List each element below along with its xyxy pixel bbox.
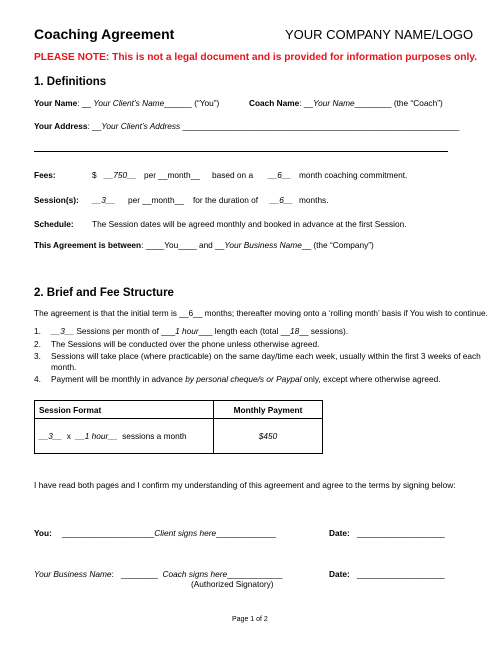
schedule-text: The Session dates will be agreed monthly and booked in advance at the first Session. xyxy=(92,219,407,229)
sessions-label-text: Session(s) xyxy=(34,195,76,205)
your-name-prefix: : __ xyxy=(77,98,94,108)
date-label-text: Date xyxy=(329,528,347,538)
signature-line-suffix: ____________ xyxy=(227,569,283,579)
date-colon: : xyxy=(346,528,350,538)
address-prefix: : __ xyxy=(87,121,102,131)
session-format-table xyxy=(34,400,323,454)
agreement-between-prefix: : ____You____ and __ xyxy=(141,240,225,250)
table-multiplier: x xyxy=(66,431,71,441)
sessions-duration-text: for the duration of xyxy=(193,195,259,205)
list-item-number: 1. xyxy=(34,326,41,336)
fees-commitment-text: month coaching commitment. xyxy=(299,170,408,180)
legal-notice: PLEASE NOTE: This is not a legal document and is provided for information purposes only. xyxy=(34,52,478,63)
coach-signs-here: Coach signs here xyxy=(162,569,228,579)
sessions-duration-months: __6__ xyxy=(270,195,294,205)
date-label-text: Date xyxy=(329,569,347,579)
you-label xyxy=(34,528,52,538)
agreement-between-line xyxy=(34,240,374,250)
table-session-length: __1 hour__ xyxy=(75,431,118,441)
fees-commitment-months: __6__ xyxy=(268,170,292,180)
your-name-label: Your Name xyxy=(34,98,78,108)
you-colon: : xyxy=(49,528,52,538)
table-row xyxy=(35,419,323,454)
list-item: Sessions will take place (where practicable) on the same day/time each week, usually within the first 3 weeks of each xyxy=(51,351,481,361)
coach-name-line xyxy=(249,98,443,108)
list-text: __ sessions). xyxy=(299,326,349,336)
sessions-months-label: months. xyxy=(299,195,329,205)
fees-amount: __750__ xyxy=(104,170,137,180)
address-suffix: ____________________________________________________________ xyxy=(180,121,460,131)
you-label-text: You xyxy=(34,528,50,538)
monthly-payment-cell: $450 xyxy=(214,419,323,454)
schedule-label xyxy=(34,219,74,229)
section-1-heading: 1. Definitions xyxy=(34,76,107,88)
business-name-signature-label xyxy=(34,569,114,579)
authorized-signatory: (Authorized Signatory) xyxy=(191,579,274,589)
signature-line-prefix: ________ xyxy=(121,569,158,579)
sessions-period: per __month__ xyxy=(128,195,184,205)
page-number: Page 1 of 2 xyxy=(232,616,268,623)
list-text: Sessions per month of ___ xyxy=(74,326,176,336)
coach-name-prefix: : __ xyxy=(299,98,314,108)
list-item: The Sessions will be conducted over the phone unless otherwise agreed. xyxy=(51,339,320,349)
list-item-number: 2. xyxy=(34,339,41,349)
fees-label xyxy=(34,170,56,180)
fees-period: per __month__ xyxy=(144,170,200,180)
session-format-cell xyxy=(35,419,214,454)
coach-signature-line[interactable] xyxy=(121,569,283,579)
date-label xyxy=(329,528,350,538)
sessions-label xyxy=(34,195,79,205)
list-item-number: 3. xyxy=(34,351,41,361)
sessions-count: __3__ xyxy=(92,195,116,205)
document-title: Coaching Agreement xyxy=(34,26,175,42)
fees-based-on: based on a xyxy=(212,170,254,180)
schedule-colon: : xyxy=(70,219,74,229)
business-name-label: Your Business Name xyxy=(34,569,112,579)
sessions-colon: : xyxy=(75,195,79,205)
session-format-header: Session Format xyxy=(35,401,214,419)
fees-dollar: $ xyxy=(92,170,97,180)
address-label: Your Address xyxy=(34,121,88,131)
table-header-row xyxy=(35,401,323,419)
client-signature-line[interactable] xyxy=(62,528,276,538)
sessions-per-month: __3__ xyxy=(51,326,75,336)
total-sessions: 18 xyxy=(289,326,300,336)
coach-name-label: Coach Name xyxy=(249,98,300,108)
agreement-between-suffix: __ (the “Company”) xyxy=(301,240,374,250)
monthly-payment-header: Monthly Payment xyxy=(214,401,323,419)
client-signs-here: Client signs here xyxy=(154,528,217,538)
agreement-term-text: The agreement is that the initial term is __6__ months; thereafter moving onto a ‘rolling month’ basis if You wish to continue. xyxy=(34,308,488,318)
your-name-line xyxy=(34,98,219,108)
address-value: Your Client’s Address xyxy=(101,121,181,131)
table-session-count: __3__ xyxy=(39,431,63,441)
session-length: 1 hour xyxy=(175,326,199,336)
coach-name-value: Your Name xyxy=(313,98,355,108)
fees-colon: : xyxy=(52,170,56,180)
your-name-value: Your Client’s Name xyxy=(93,98,165,108)
list-item-continuation: month. xyxy=(51,362,77,372)
list-item xyxy=(51,374,441,384)
business-name-value: Your Business Name xyxy=(224,240,302,250)
agreement-between-label: This Agreement is between xyxy=(34,240,142,250)
coach-name-suffix: ________ (the “Coach”) xyxy=(354,98,443,108)
date-colon: : xyxy=(346,569,350,579)
company-name-logo: YOUR COMPANY NAME/LOGO xyxy=(285,27,474,42)
signature-line-prefix: ____________________ xyxy=(62,528,155,538)
address-line xyxy=(34,121,459,131)
payment-method: by personal cheque/s or Paypal xyxy=(185,374,302,384)
business-name-colon: : xyxy=(111,569,114,579)
coach-date-line[interactable]: ___________________ xyxy=(357,569,445,579)
your-name-suffix: ______ (“You”) xyxy=(164,98,220,108)
address-continuation-rule xyxy=(34,151,448,152)
schedule-label-text: Schedule xyxy=(34,219,71,229)
list-text: only, except where otherwise agreed. xyxy=(301,374,441,384)
confirmation-text: I have read both pages and I confirm my understanding of this agreement and agree to the terms by signing below: xyxy=(34,480,456,490)
list-text: Payment will be monthly in advance xyxy=(51,374,186,384)
date-label xyxy=(329,569,350,579)
signature-line-suffix: _____________ xyxy=(216,528,277,538)
list-item xyxy=(51,326,348,336)
table-session-text: sessions a month xyxy=(122,431,187,441)
client-date-line[interactable]: ___________________ xyxy=(357,528,445,538)
fees-label-text: Fees xyxy=(34,170,53,180)
section-2-heading: 2. Brief and Fee Structure xyxy=(34,287,174,299)
list-item-number: 4. xyxy=(34,374,41,384)
list-text: ___ length each (total __ xyxy=(198,326,290,336)
